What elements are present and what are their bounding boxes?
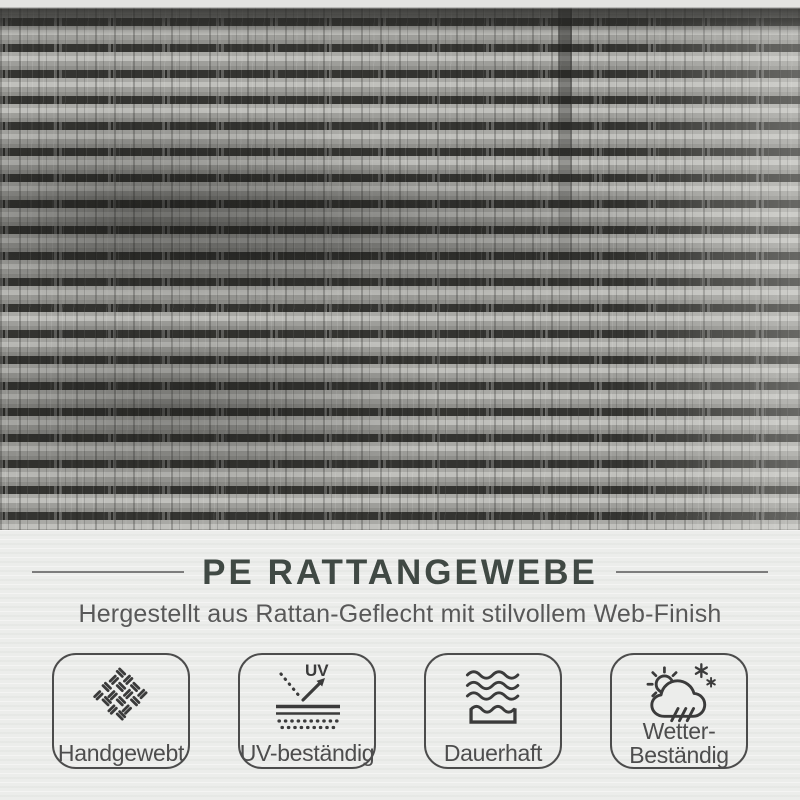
uv-icon-text: UV xyxy=(305,661,329,680)
feature-cards xyxy=(0,653,800,769)
subtitle: Hergestellt aus Rattan-Geflecht mit stilvollem Web-Finish xyxy=(78,600,722,628)
uv-icon xyxy=(240,658,374,730)
feature-label-line: Dauerhaft xyxy=(443,740,543,767)
feature-card-wetter-bestaendig xyxy=(610,653,748,769)
title-dash-left xyxy=(32,571,184,573)
feature-label-line: Beständig xyxy=(629,741,729,768)
feature-label-handgewebt xyxy=(50,741,192,766)
page-title: PE RATTANGEWEBE xyxy=(202,552,598,592)
feature-label-uv-bestaendig xyxy=(236,741,378,766)
woven-icon xyxy=(54,662,188,726)
info-panel xyxy=(0,530,800,800)
feature-label-line: Handgewebt xyxy=(57,740,185,767)
feature-label-dauerhaft xyxy=(422,741,564,766)
feature-label-line: Wetter- xyxy=(642,717,716,744)
feature-card-dauerhaft xyxy=(424,653,562,769)
feature-label-wetter-bestaendig xyxy=(608,719,750,767)
water-waves-icon xyxy=(426,664,560,728)
sun-cloud-snow-icon xyxy=(612,658,746,726)
title-dash-right xyxy=(616,571,768,573)
feature-card-uv-bestaendig xyxy=(238,653,376,769)
feature-label-line: UV-beständig xyxy=(239,740,375,767)
feature-card-handgewebt xyxy=(52,653,190,769)
title-row xyxy=(0,552,800,592)
